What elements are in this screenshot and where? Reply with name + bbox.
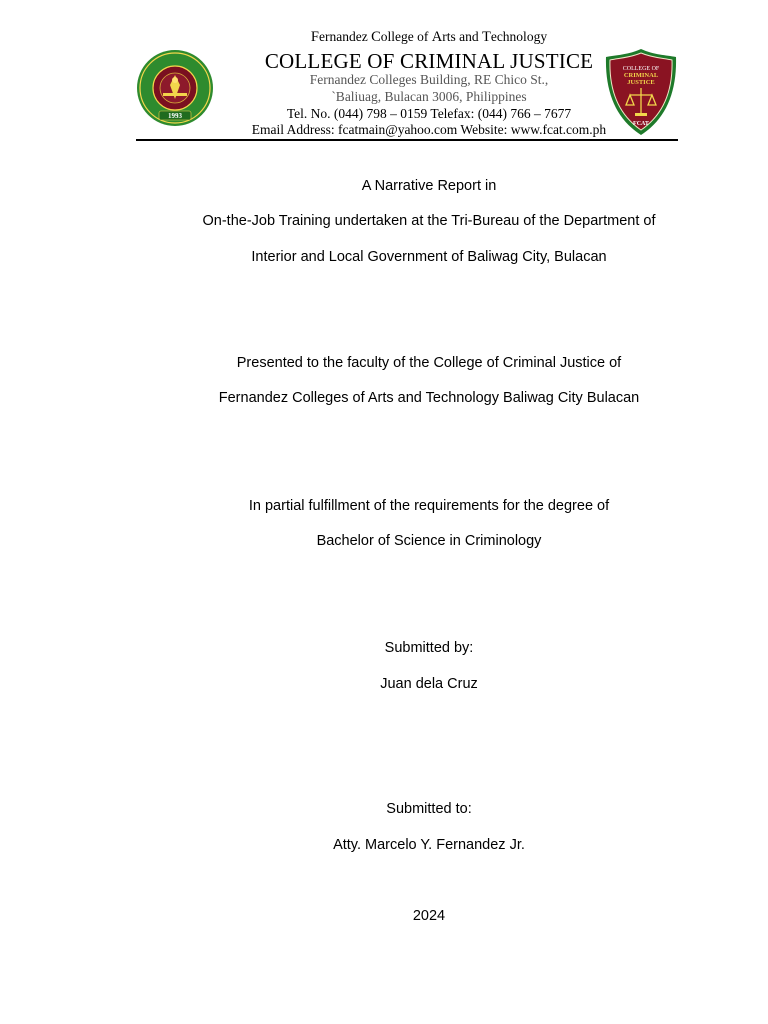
school-initial-a: A (431, 29, 443, 45)
seal-year: 1993 (168, 112, 182, 120)
school-initial-t: T (481, 29, 491, 45)
submitted-by-label: Submitted by: (384, 640, 474, 656)
submitted-to-name: Atty. Marcelo Y. Fernandez Jr. (333, 837, 525, 853)
address-line-2: `Baliuag, Bulacan 3006, Philippines (331, 89, 527, 104)
school-word-4: echnology (490, 29, 548, 44)
email-website: Email Address: fcatmain@yahoo.com Website: www.fcat.com.ph (251, 122, 607, 137)
fulfillment-line-1: In partial fulfillment of the requirements for the degree of (248, 498, 610, 514)
report-title-line-2: On-the-Job Training undertaken at the Tri-Bureau of the Department of (202, 213, 656, 229)
report-year: 2024 (412, 908, 446, 924)
submitted-by-name: Juan dela Cruz (380, 676, 478, 692)
school-initial-f: F (310, 29, 319, 45)
school-name (216, 29, 642, 46)
school-seal-logo (136, 47, 214, 129)
presented-line-2: Fernandez Colleges of Arts and Technology Baliwag City Bulacan (218, 390, 640, 406)
header-divider (136, 139, 678, 141)
shield-line-3: JUSTICE (627, 79, 655, 86)
college-name: COLLEGE OF CRIMINAL JUSTICE (264, 49, 594, 73)
address-line-1: Fernandez Colleges Building, RE Chico St., (309, 72, 549, 87)
school-word-3: rts and (442, 29, 482, 44)
report-title-line-1: A Narrative Report in (361, 178, 497, 194)
school-initial-c: C (371, 29, 381, 45)
submitted-to-label: Submitted to: (386, 801, 472, 817)
shield-bottom: FCAT (633, 121, 649, 127)
fulfillment-line-2: Bachelor of Science in Criminology (316, 533, 542, 549)
report-title-line-3: Interior and Local Government of Baliwag City, Bulacan (251, 249, 607, 265)
shield-line-1: COLLEGE OF (622, 66, 660, 72)
shield-line-2: CRIMINAL (623, 72, 659, 79)
school-word-2: ollege of (380, 29, 432, 44)
school-word-1: ernandez (318, 29, 372, 44)
presented-line-1: Presented to the faculty of the College of Criminal Justice of (236, 355, 622, 371)
telephone: Tel. No. (044) 798 – 0159 Telefax: (044) 766 – 7677 (286, 106, 572, 121)
